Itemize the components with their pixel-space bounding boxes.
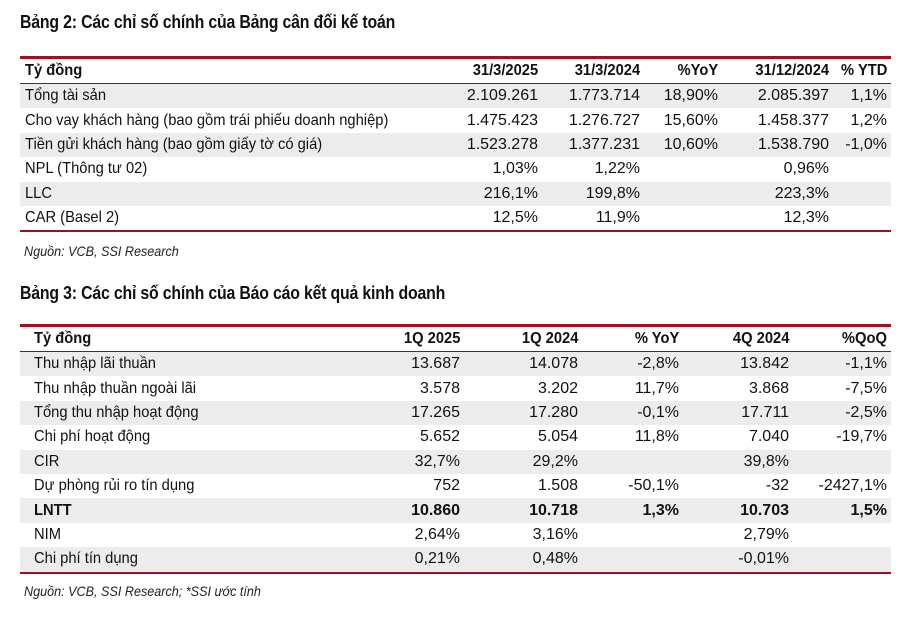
cell-value: 15,60%: [644, 108, 722, 132]
cell-value: 0,96%: [722, 157, 833, 181]
cell-value: -2,8%: [582, 352, 683, 377]
row-label: Tổng tài sản: [20, 84, 438, 109]
cell-value: 2,64%: [345, 523, 464, 547]
row-label: Tiền gửi khách hàng (bao gồm giấy tờ có giá): [20, 133, 438, 157]
cell-value: 752: [345, 474, 464, 498]
cell-value: [833, 157, 891, 181]
cell-value: 1.458.377: [722, 108, 833, 132]
cell-value: -1,0%: [833, 133, 891, 157]
cell-value: 5.652: [345, 425, 464, 449]
cell-value: 29,2%: [464, 450, 582, 474]
cell-value: 12,5%: [438, 206, 542, 231]
cell-value: [793, 523, 891, 547]
cell-value: [833, 206, 891, 231]
cell-value: 5.054: [464, 425, 582, 449]
cell-value: 0,21%: [345, 547, 464, 572]
column-header: Tỷ đồng: [20, 58, 438, 84]
cell-value: -50,1%: [582, 474, 683, 498]
cell-value: 39,8%: [683, 450, 793, 474]
row-label: Chi phí hoạt động: [20, 425, 345, 449]
cell-value: [793, 450, 891, 474]
table-row: [20, 84, 891, 109]
table-header-row: [20, 326, 891, 352]
row-label: NIM: [20, 523, 345, 547]
cell-value: 216,1%: [438, 182, 542, 206]
table-row: [20, 474, 891, 498]
row-label: NPL (Thông tư 02): [20, 157, 438, 181]
income-statement-table: [20, 324, 891, 574]
cell-value: 3,16%: [464, 523, 582, 547]
table-row: [20, 108, 891, 132]
cell-value: 1.538.790: [722, 133, 833, 157]
cell-value: 10.860: [345, 498, 464, 522]
cell-value: 199,8%: [542, 182, 644, 206]
table-row: [20, 425, 891, 449]
row-label: Chi phí tín dụng: [20, 547, 345, 572]
table-row: [20, 523, 891, 547]
cell-value: 2,79%: [683, 523, 793, 547]
row-label: CAR (Basel 2): [20, 206, 438, 231]
cell-value: 2.109.261: [438, 84, 542, 109]
cell-value: 11,7%: [582, 376, 683, 400]
column-header: 31/3/2025: [438, 58, 542, 84]
row-label: Thu nhập thuần ngoài lãi: [20, 376, 345, 400]
row-label: Thu nhập lãi thuần: [20, 352, 345, 377]
row-label: LNTT: [20, 498, 345, 522]
cell-value: 13.842: [683, 352, 793, 377]
cell-value: 13.687: [345, 352, 464, 377]
cell-value: [644, 206, 722, 231]
cell-value: 223,3%: [722, 182, 833, 206]
cell-value: 3.868: [683, 376, 793, 400]
cell-value: -0,01%: [683, 547, 793, 572]
table3-source-note: Nguồn: VCB, SSI Research; *SSI ước tính: [24, 583, 261, 599]
table-header-row: [20, 58, 891, 84]
column-header: 4Q 2024: [683, 326, 793, 352]
cell-value: 17.711: [683, 401, 793, 425]
column-header: 31/3/2024: [542, 58, 644, 84]
column-header: 1Q 2024: [464, 326, 582, 352]
cell-value: 17.265: [345, 401, 464, 425]
row-label: Tổng thu nhập hoạt động: [20, 401, 345, 425]
cell-value: 10.718: [464, 498, 582, 522]
table-row: [20, 376, 891, 400]
table-row: [20, 450, 891, 474]
table-row: [20, 206, 891, 231]
cell-value: 1.523.278: [438, 133, 542, 157]
cell-value: -19,7%: [793, 425, 891, 449]
cell-value: 18,90%: [644, 84, 722, 109]
column-header: %QoQ: [793, 326, 891, 352]
cell-value: 10,60%: [644, 133, 722, 157]
column-header: % YTD: [833, 58, 891, 84]
cell-value: [582, 523, 683, 547]
cell-value: 11,9%: [542, 206, 644, 231]
table-row: [20, 547, 891, 572]
cell-value: -7,5%: [793, 376, 891, 400]
cell-value: 1,5%: [793, 498, 891, 522]
table-row: [20, 133, 891, 157]
row-label: Dự phòng rủi ro tín dụng: [20, 474, 345, 498]
cell-value: 2.085.397: [722, 84, 833, 109]
cell-value: 0,48%: [464, 547, 582, 572]
cell-value: -32: [683, 474, 793, 498]
row-label: CIR: [20, 450, 345, 474]
cell-value: 1.276.727: [542, 108, 644, 132]
cell-value: -1,1%: [793, 352, 891, 377]
cell-value: 10.703: [683, 498, 793, 522]
column-header: 31/12/2024: [722, 58, 833, 84]
cell-value: 1.377.231: [542, 133, 644, 157]
cell-value: -0,1%: [582, 401, 683, 425]
cell-value: 1.508: [464, 474, 582, 498]
table2-source-note: Nguồn: VCB, SSI Research: [24, 243, 179, 259]
cell-value: 1.773.714: [542, 84, 644, 109]
cell-value: -2427,1%: [793, 474, 891, 498]
cell-value: 1,1%: [833, 84, 891, 109]
cell-value: 7.040: [683, 425, 793, 449]
column-header: Tỷ đồng: [20, 326, 345, 352]
cell-value: [644, 182, 722, 206]
table2-title: Bảng 2: Các chỉ số chính của Bảng cân đối kế toán: [20, 12, 396, 32]
cell-value: 1,22%: [542, 157, 644, 181]
row-label: Cho vay khách hàng (bao gồm trái phiếu doanh nghiệp): [20, 108, 438, 132]
table-row-highlight: [20, 498, 891, 522]
table-row: [20, 157, 891, 181]
cell-value: 14.078: [464, 352, 582, 377]
row-label: LLC: [20, 182, 438, 206]
cell-value: [644, 157, 722, 181]
cell-value: [833, 182, 891, 206]
cell-value: 3.202: [464, 376, 582, 400]
cell-value: 11,8%: [582, 425, 683, 449]
table3-title: Bảng 3: Các chỉ số chính của Báo cáo kết quả kinh doanh: [20, 283, 446, 303]
cell-value: [582, 450, 683, 474]
column-header: %YoY: [644, 58, 722, 84]
cell-value: 32,7%: [345, 450, 464, 474]
cell-value: 1.475.423: [438, 108, 542, 132]
cell-value: 3.578: [345, 376, 464, 400]
cell-value: 1,3%: [582, 498, 683, 522]
cell-value: [793, 547, 891, 572]
balance-sheet-table: [20, 56, 891, 232]
cell-value: 1,03%: [438, 157, 542, 181]
cell-value: 17.280: [464, 401, 582, 425]
column-header: 1Q 2025: [345, 326, 464, 352]
cell-value: -2,5%: [793, 401, 891, 425]
cell-value: 12,3%: [722, 206, 833, 231]
cell-value: [582, 547, 683, 572]
table-row: [20, 352, 891, 377]
table-row: [20, 401, 891, 425]
column-header: % YoY: [582, 326, 683, 352]
cell-value: 1,2%: [833, 108, 891, 132]
table-row: [20, 182, 891, 206]
